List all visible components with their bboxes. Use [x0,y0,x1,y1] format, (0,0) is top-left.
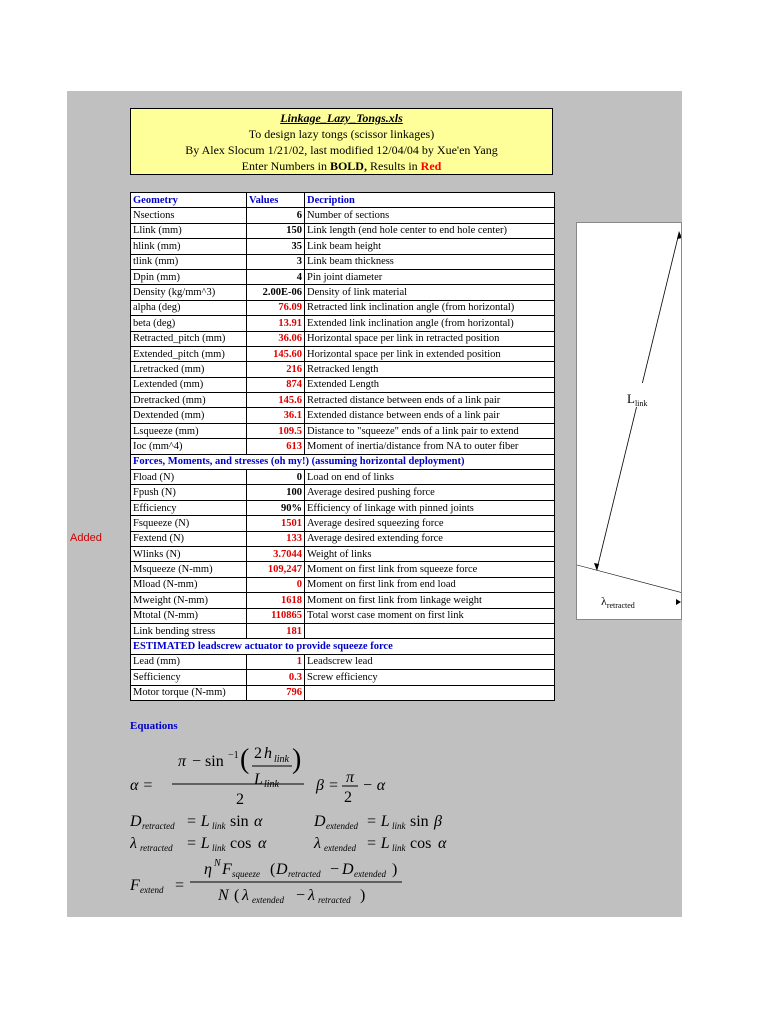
svg-text:λ: λ [130,835,137,852]
parameter-value: 109.5 [247,423,305,438]
parameter-name: Retracted_pitch (mm) [131,331,247,346]
parameter-value: 1618 [247,593,305,608]
parameter-value[interactable]: 100 [247,485,305,500]
parameter-value: 1 [247,654,305,669]
parameter-description: Weight of links [305,546,555,561]
parameter-name: Llink (mm) [131,223,247,238]
parameter-value[interactable]: 4 [247,269,305,284]
svg-text:link: link [392,821,406,831]
table-row [131,423,555,438]
parameter-name: Lextended (mm) [131,377,247,392]
svg-text:link: link [212,821,226,831]
table-row [131,654,555,669]
svg-text:extended: extended [324,843,356,853]
parameter-name: Fload (N) [131,470,247,485]
arrow-top-icon [677,231,682,239]
parameter-description: Number of sections [305,208,555,223]
svg-text:−: − [296,887,306,904]
parameter-name: Efficiency [131,500,247,515]
svg-text:D: D [314,813,326,830]
parameter-value: 613 [247,439,305,454]
table-row [131,254,555,269]
parameter-name: Lead (mm) [131,654,247,669]
svg-text:− α: − α [362,777,386,794]
svg-text:(: ( [234,887,240,904]
parameter-name: alpha (deg) [131,300,247,315]
parameter-value[interactable]: 2.00E-06 [247,285,305,300]
svg-text:squeeze: squeeze [232,869,260,879]
parameter-value: 874 [247,377,305,392]
parameter-name: Extended_pitch (mm) [131,346,247,361]
parameter-name: Mweight (N-mm) [131,593,247,608]
svg-text:F: F [130,877,140,894]
svg-text:cos: cos [230,835,252,852]
parameter-description: Distance to "squeeze" ends of a link pair to extend [305,423,555,438]
svg-text:α =: α = [130,777,154,794]
table-row [131,285,555,300]
parameter-description: Link beam height [305,239,555,254]
parameter-name: Motor torque (N-mm) [131,685,247,700]
parameter-name: Density (kg/mm^3) [131,285,247,300]
parameter-name: Dpin (mm) [131,269,247,284]
parameter-description: Extended Length [305,377,555,392]
parameter-description: Extended link inclination angle (from horizontal) [305,316,555,331]
svg-text:= L: = L [186,813,210,830]
table-row [131,393,555,408]
file-title: Linkage_Lazy_Tongs.xls [280,111,403,125]
table-row [131,516,555,531]
parameter-name: Msqueeze (N-mm) [131,562,247,577]
parameter-name: Sefficiency [131,670,247,685]
svg-text:sin: sin [230,813,249,830]
svg-text:link: link [274,754,289,765]
table-row [131,562,555,577]
table-row [131,500,555,515]
svg-text:extend: extend [140,885,164,895]
table-row [131,223,555,238]
parameter-name: Lsqueeze (mm) [131,423,247,438]
parameter-value: 145.60 [247,346,305,361]
parameter-value: 13.91 [247,316,305,331]
svg-text:2: 2 [236,791,244,808]
svg-text:α: α [438,835,447,852]
parameter-value: 145.6 [247,393,305,408]
svg-text:(: ( [240,744,250,775]
table-row [131,608,555,623]
parameter-value[interactable]: 0 [247,470,305,485]
svg-text:λ: λ [308,887,315,904]
svg-text:L: L [254,771,263,788]
parameter-name: tlink (mm) [131,254,247,269]
svg-text:h: h [264,745,272,762]
parameter-name: Mtotal (N-mm) [131,608,247,623]
svg-text:link: link [392,843,406,853]
table-row [131,346,555,361]
table-row [131,593,555,608]
svg-text:): ) [292,744,302,775]
section-title: ESTIMATED leadscrew actuator to provide squeeze force [131,639,555,654]
svg-text:(: ( [270,861,276,878]
title-box [130,108,553,175]
table-row [131,269,555,284]
svg-text:N: N [214,858,221,869]
parameter-name: Dextended (mm) [131,408,247,423]
parameter-value: 133 [247,531,305,546]
parameter-value: 76.09 [247,300,305,315]
parameter-description: Screw efficiency [305,670,555,685]
header-geometry: Geometry [131,193,247,208]
parameter-name: Ioc (mm^4) [131,439,247,454]
parameter-value: 36.1 [247,408,305,423]
parameter-table [130,192,555,701]
parameter-value: 3.7044 [247,546,305,561]
parameter-value[interactable]: 90% [247,500,305,515]
svg-text:sin: sin [410,813,429,830]
parameter-value: 216 [247,362,305,377]
table-row [131,377,555,392]
added-note: Added [70,532,102,544]
parameter-description: Horizontal space per link in extended position [305,346,555,361]
svg-text:2: 2 [254,745,262,762]
parameter-description: Moment on first link from linkage weight [305,593,555,608]
parameter-value: 0 [247,577,305,592]
svg-text:extended: extended [354,869,386,879]
svg-text:=: = [174,877,185,894]
svg-text:D: D [276,861,288,878]
svg-text:retracted: retracted [140,843,173,853]
table-row [131,208,555,223]
table-row [131,362,555,377]
parameter-description: Extended distance between ends of a link pair [305,408,555,423]
retracted-label: $\lambda_{retracted}$ [601,594,635,610]
svg-text:λ: λ [242,887,249,904]
parameter-description [305,685,555,700]
svg-text:D: D [342,861,354,878]
svg-text:extended: extended [252,895,284,905]
svg-text:extended: extended [326,821,358,831]
svg-text:α: α [254,813,263,830]
svg-text:): ) [392,861,398,878]
parameter-value: 109,247 [247,562,305,577]
parameter-description: Density of link material [305,285,555,300]
svg-text:− sin: − sin [192,753,224,770]
svg-text:−1: −1 [228,750,239,761]
parameter-description: Efficiency of linkage with pinned joints [305,500,555,515]
table-row [131,439,555,454]
table-row [131,531,555,546]
equations-title: Equations [130,720,178,732]
svg-text:π: π [346,769,355,786]
svg-text:λ: λ [314,835,321,852]
parameter-description: Link length (end hole center to end hole center) [305,223,555,238]
svg-text:retracted: retracted [318,895,351,905]
parameter-description: Retracted distance between ends of a link pair [305,393,555,408]
parameter-description: Link beam thickness [305,254,555,269]
parameter-name: Mload (N-mm) [131,577,247,592]
svg-text:π: π [178,753,187,770]
svg-text:link: link [212,843,226,853]
parameter-name: Dretracked (mm) [131,393,247,408]
instructions: Enter Numbers in BOLD, Results in Red [241,159,442,173]
table-row [131,670,555,685]
equations-section [130,712,550,908]
parameter-description: Average desired pushing force [305,485,555,500]
table-row [131,623,555,638]
link-length-label: $L_{link}$ [627,391,648,408]
parameter-description: Total worst case moment on first link [305,608,555,623]
svg-text:−: − [330,861,340,878]
parameter-name: Wlinks (N) [131,546,247,561]
svg-text:F: F [222,861,232,878]
svg-text:= L: = L [186,835,210,852]
parameter-name: Fpush (N) [131,485,247,500]
table-row [131,485,555,500]
parameter-value[interactable]: 150 [247,223,305,238]
table-row [131,239,555,254]
section-title: Forces, Moments, and stresses (oh my!) (assuming horizontal deployment) [131,454,555,469]
parameter-description: Retracked length [305,362,555,377]
svg-text:): ) [360,887,366,904]
table-row [131,546,555,561]
parameter-value[interactable]: 6 [247,208,305,223]
svg-text:D: D [130,813,142,830]
parameter-name: Fsqueeze (N) [131,516,247,531]
svg-text:β =: β = [316,777,339,794]
parameter-description [305,623,555,638]
parameter-name: Fextend (N) [131,531,247,546]
equations-formulas [130,712,550,908]
svg-text:link: link [264,779,279,790]
table-row [131,316,555,331]
parameter-value: 0.3 [247,670,305,685]
linkage-figure [576,222,682,620]
subtitle-purpose: To design lazy tongs (scissor linkages) [248,127,435,141]
table-row [131,470,555,485]
parameter-value: 110865 [247,608,305,623]
parameter-name: Lretracked (mm) [131,362,247,377]
section-row [131,454,555,469]
table-row [131,408,555,423]
parameter-description: Average desired extending force [305,531,555,546]
svg-text:2: 2 [344,789,352,806]
parameter-description: Moment on first link from squeeze force [305,562,555,577]
table-row [131,331,555,346]
table-header [131,193,555,208]
svg-text:α: α [258,835,267,852]
table-row [131,685,555,700]
arrow-right-icon [676,599,681,605]
header-values: Values [247,193,305,208]
svg-text:= L: = L [366,835,390,852]
parameter-description: Moment of inertia/distance from NA to outer fiber [305,439,555,454]
parameter-description: Load on end of links [305,470,555,485]
parameter-name: Link bending stress [131,623,247,638]
parameter-description: Retracted link inclination angle (from horizontal) [305,300,555,315]
parameter-description: Moment on first link from end load [305,577,555,592]
parameter-value: 36.06 [247,331,305,346]
parameter-name: beta (deg) [131,316,247,331]
svg-text:N: N [218,887,229,904]
section-row [131,639,555,654]
header-description: Decription [305,193,555,208]
parameter-description: Average desired squeezing force [305,516,555,531]
parameter-name: Nsections [131,208,247,223]
parameter-name: hlink (mm) [131,239,247,254]
parameter-description: Horizontal space per link in retracted position [305,331,555,346]
svg-text:retracted: retracted [142,821,175,831]
svg-text:η: η [204,861,212,878]
retracted-baseline [577,565,682,593]
linkage-diagram [577,223,682,620]
parameter-value: 1501 [247,516,305,531]
svg-text:retracted: retracted [288,869,321,879]
svg-text:β: β [434,813,442,830]
table-row [131,577,555,592]
subtitle-author: By Alex Slocum 1/21/02, last modified 12/04/04 by Xue'en Yang [185,143,498,157]
parameter-value[interactable]: 35 [247,239,305,254]
parameter-value: 796 [247,685,305,700]
parameter-description: Pin joint diameter [305,269,555,284]
parameter-description: Leadscrew lead [305,654,555,669]
table-row [131,300,555,315]
svg-text:cos: cos [410,835,432,852]
parameter-value[interactable]: 3 [247,254,305,269]
parameter-value: 181 [247,623,305,638]
svg-text:= L: = L [366,813,390,830]
